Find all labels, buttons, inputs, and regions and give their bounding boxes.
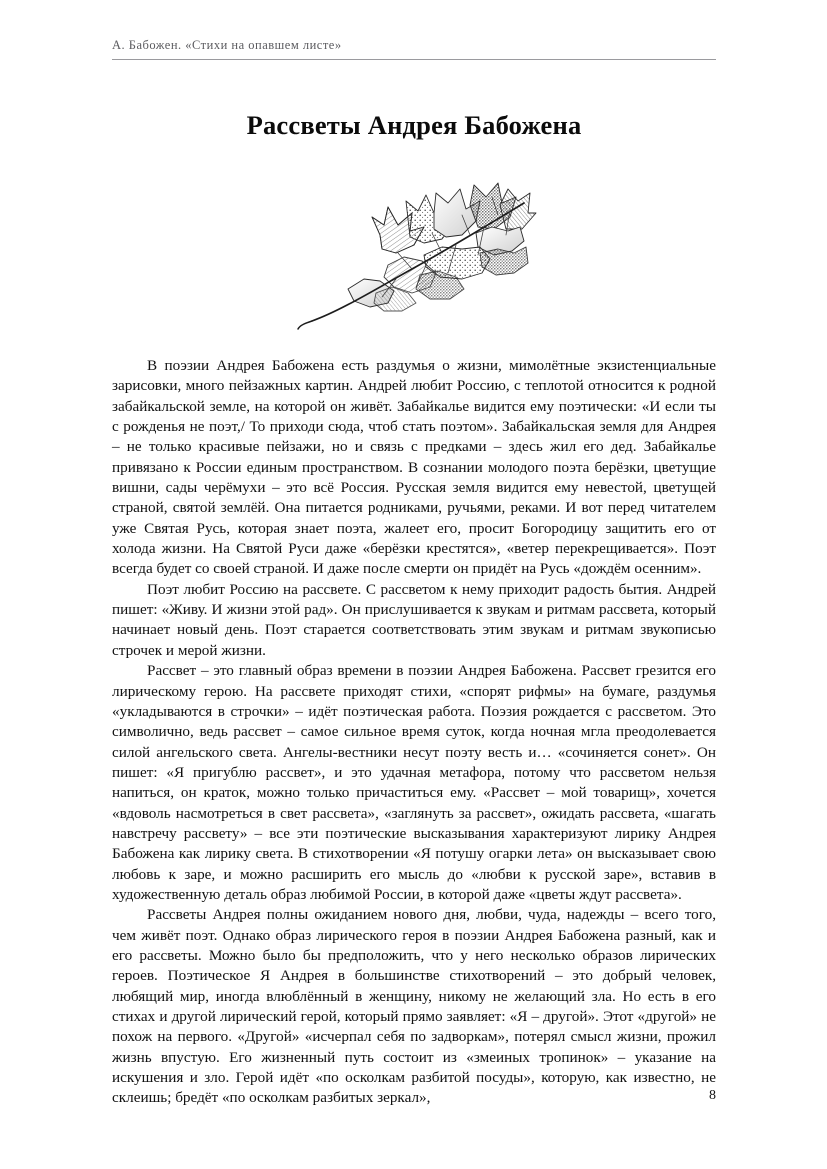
paragraph: В поэзии Андрея Бабожена есть раздумья о жизни, мимолётные экзистенциальные зарисовки, много пейзажных картин. Андрей любит Россию, с теплотой относится к родной забайкальской земле, на которой он живёт. Забайкалье видится ему поэтически: «И если ты с рожденья не поэт,/ То приходи сюда, чтоб стать поэтом». Забайкальская земля для Андрея – не только красивые пейзажи, но и связь с предками – здесь жил его дед. Забайкалье привязано к России единым пространством. В сознании молодого поэта берёзки, цветущие вишни, сады черёмухи – это всё Россия. Русская земля видится ему невестой, цветущей страной, святой землёй. Она питается родниками, ручьями, реками. И вот перед читателем уже Святая Русь, которая знает поэта, жалеет его, просит Богородицу защитить его от холода жизни. На Святой Руси даже «берёзки крестятся», «ветер перекрещивается». Поэт всегда будет со своей страной. И даже после смерти он придёт на Русь «дождём осенним».: [112, 357, 716, 578]
oak-leaf-icon: [284, 169, 544, 339]
paragraph: Поэт любит Россию на рассвете. С рассветом к нему приходит радость бытия. Андрей пишет: «Живу. И жизни этой рад». Он прислушивается к звукам и ритмам рассвета, который начинает новый день. Поэт старается соответствовать этим звукам и ритмам звукописью строчек и мерой жизни.: [112, 580, 716, 659]
oak-leaf-illustration: [112, 166, 716, 342]
running-head: [112, 38, 716, 60]
page-title: Рассветы Андрея Бабожена: [246, 110, 582, 140]
page-number: 8: [709, 1088, 716, 1103]
paragraph: Рассвет – это главный образ времени в поэзии Андрея Бабожена. Рассвет грезится его лирическому герою. На рассвете приходят стихи, «спорят рифмы» на бумаге, раздумья «укладываются в строчки» – идёт поэтическая работа. Поэзия рождается с рассветом. Это символично, ведь рассвет – самое сильное время суток, когда ночная мгла преодолевается силой ангельского света. Ангелы-вестники несут поэту весть и… «сочиняется сонет». Он пишет: «Я пригублю рассвет», и это удачная метафора, потому что рассветом нельзя напиться, он краток, можно только причаститься ему. «Рассвет – мой товарищ», хочется «вдоволь насмотреться в свет рассвета», «заглянуть за рассвет», ожидать рассвета, «шагать навстречу рассвету» – все эти поэтические высказывания характеризуют лирику Андрея Бабожена как лирику света. В стихотворении «Я потушу огарки лета» он высказывает свою любовь к заре, и можно расширить его мысль до «любви к русской заре», вставив в художественную деталь образ любимой России, в которой даже «цветы ждут рассвета».: [112, 662, 716, 903]
running-head-text: А. Бабожен. «Стихи на опавшем листе»: [112, 38, 342, 52]
article-body: [112, 356, 716, 1109]
paragraph: Рассветы Андрея полны ожиданием нового дня, любви, чуда, надежды – всего того, чем живёт поэт. Однако образ лирического героя в поэзии Андрея Бабожена разный, как и его рассветы. Можно было бы предположить, что у него несколько образов лирических героев. Поэтическое Я Андрея в большинстве стихотворений – это добрый человек, любящий мир, иногда влюблённый в женщину, никому не желающий зла. Но есть в его стихах и другой лирический герой, который прямо заявляет: «Я – другой». Этот «другой» не похож на первого. «Другой» «исчерпал себя по задворкам», потерял смысл жизни, прожил жизнь впустую. Его жизненный путь состоит из «змеиных тропинок» – указание на искушения и зло. Герой идёт «по осколкам разбитой посуды», которую, как известно, не склеишь; бредёт «по осколкам разбитых зеркал»,: [112, 906, 716, 1107]
running-head-rule: [112, 59, 716, 60]
